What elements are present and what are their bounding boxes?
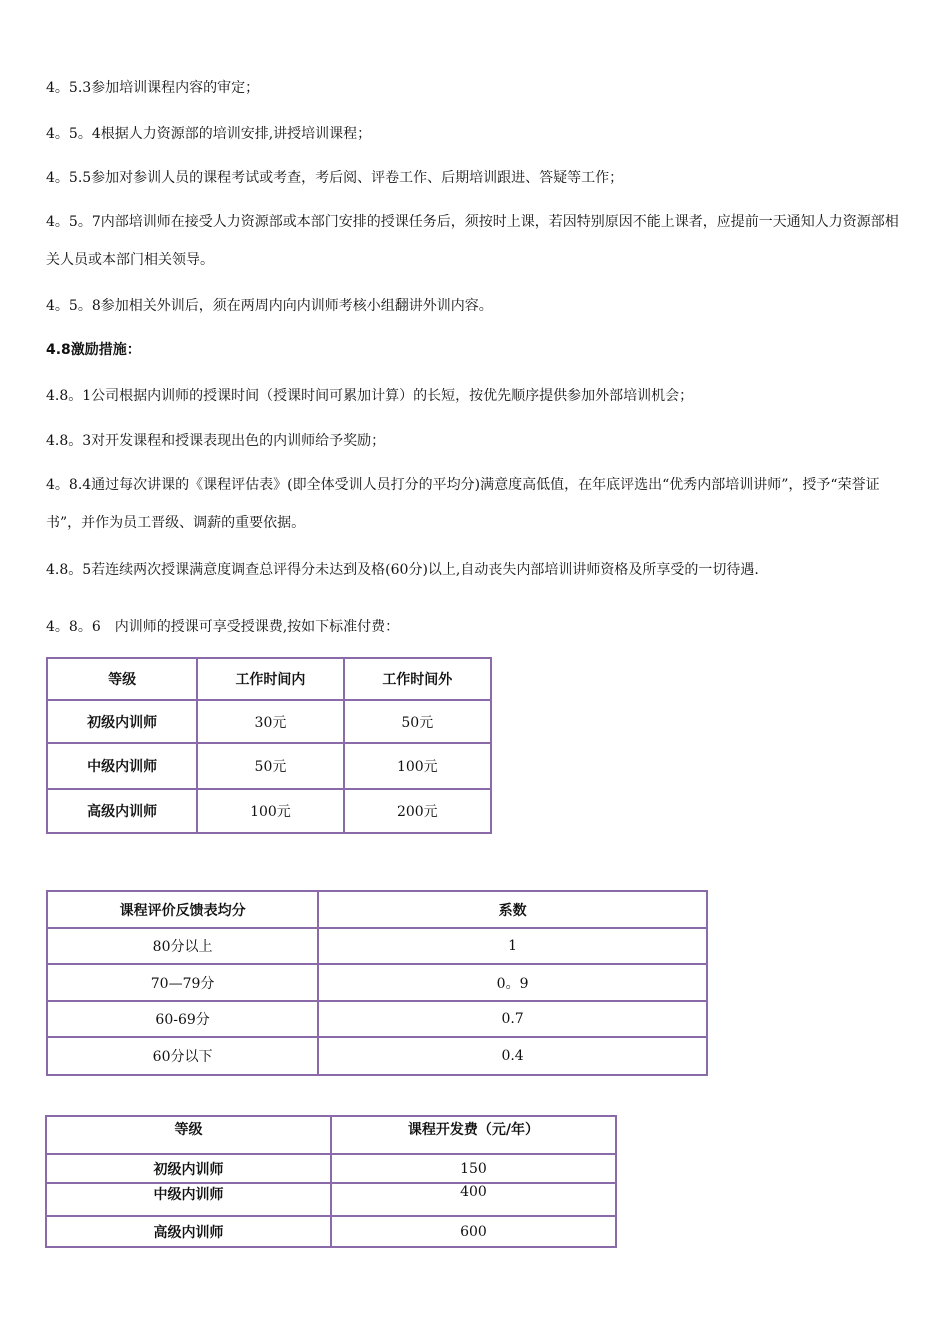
table-cell: 70—79分 (47, 964, 318, 1001)
paragraph-4-5-5: 4。5.5参加对参训人员的课程考试或考查，考后阅、评卷工作、后期培训跟进、答疑等工作； (46, 170, 624, 186)
table-cell: 高级内训师 (47, 789, 197, 833)
table-header-row (47, 658, 491, 700)
table-cell: 中级内训师 (46, 1183, 331, 1216)
table-cell: 0。9 (318, 964, 707, 1001)
course-development-fee-table (45, 1115, 617, 1248)
section-heading-4-8: 4.8激励措施： (46, 342, 141, 358)
table-row (46, 1154, 616, 1183)
table-cell: 50元 (197, 743, 343, 789)
paragraph-4-5-7: 4。5。7内部培训师在接受人力资源部或本部门安排的授课任务后，须按时上课，若因特别原因不能上课者，应提前一天通知人力资源部相关人员或本部门相关领导。 (46, 214, 899, 268)
paragraph-4-8-6: 4。8。6 内训师的授课可享受授课费,按如下标准付费： (46, 619, 400, 635)
table-cell: 30元 (197, 700, 343, 743)
paragraph-4-5-3: 4。5.3参加培训课程内容的审定； (46, 80, 260, 96)
table-cell: 150 (331, 1154, 616, 1183)
table-cell: 高级内训师 (46, 1216, 331, 1247)
table-row (47, 743, 491, 789)
table-cell: 0.7 (318, 1001, 707, 1037)
table-row (47, 700, 491, 743)
table-cell: 50元 (344, 700, 491, 743)
table-cell: 200元 (344, 789, 491, 833)
table-header-cell: 课程评价反馈表均分 (47, 891, 318, 928)
table-header-row (47, 891, 707, 928)
table-row (47, 928, 707, 964)
table-cell: 中级内训师 (47, 743, 197, 789)
table-cell: 100元 (344, 743, 491, 789)
table-cell: 60分以下 (47, 1037, 318, 1075)
table-header-cell: 等级 (46, 1116, 331, 1154)
table-cell: 0.4 (318, 1037, 707, 1075)
table-cell: 60-69分 (47, 1001, 318, 1037)
table-header-cell: 工作时间外 (344, 658, 491, 700)
table-row (47, 964, 707, 1001)
paragraph-4-5-8: 4。5。8参加相关外训后，须在两周内向内训师考核小组翻讲外训内容。 (46, 298, 493, 314)
table-cell: 1 (318, 928, 707, 964)
table-cell: 600 (331, 1216, 616, 1247)
table-cell: 100元 (197, 789, 343, 833)
evaluation-coefficient-table (46, 890, 708, 1076)
table-cell: 初级内训师 (47, 700, 197, 743)
table-header-cell: 等级 (47, 658, 197, 700)
table-cell: 400 (331, 1183, 616, 1216)
paragraph-4-5-4: 4。5。4根据人力资源部的培训安排,讲授培训课程； (46, 126, 372, 142)
paragraph-4-8-4: 4。8.4通过每次讲课的《课程评估表》(即全体受训人员打分的平均分)满意度高低值，在年底评选出“优秀内部培训讲师”，授予“荣誉证书”，并作为员工晋级、调薪的重要依据。 (46, 477, 880, 531)
table-header-cell: 工作时间内 (197, 658, 343, 700)
table-row (47, 1001, 707, 1037)
paragraph-4-8-1: 4.8。1公司根据内训师的授课时间（授课时间可累加计算）的长短，按优先顺序提供参加外部培训机会； (46, 388, 694, 404)
table-header-row (46, 1116, 616, 1154)
table-row (46, 1183, 616, 1216)
lecture-fee-table (46, 657, 492, 834)
table-cell: 初级内训师 (46, 1154, 331, 1183)
table-row (46, 1216, 616, 1247)
table-cell: 80分以上 (47, 928, 318, 964)
table-row (47, 789, 491, 833)
table-header-cell: 课程开发费（元/年） (331, 1116, 616, 1154)
paragraph-4-8-5: 4.8。5若连续两次授课满意度调查总评得分未达到及格(60分)以上,自动丧失内部培训讲师资格及所享受的一切待遇. (46, 562, 759, 578)
table-row (47, 1037, 707, 1075)
table-header-cell: 系数 (318, 891, 707, 928)
paragraph-4-8-3: 4.8。3对开发课程和授课表现出色的内训师给予奖励； (46, 433, 386, 449)
